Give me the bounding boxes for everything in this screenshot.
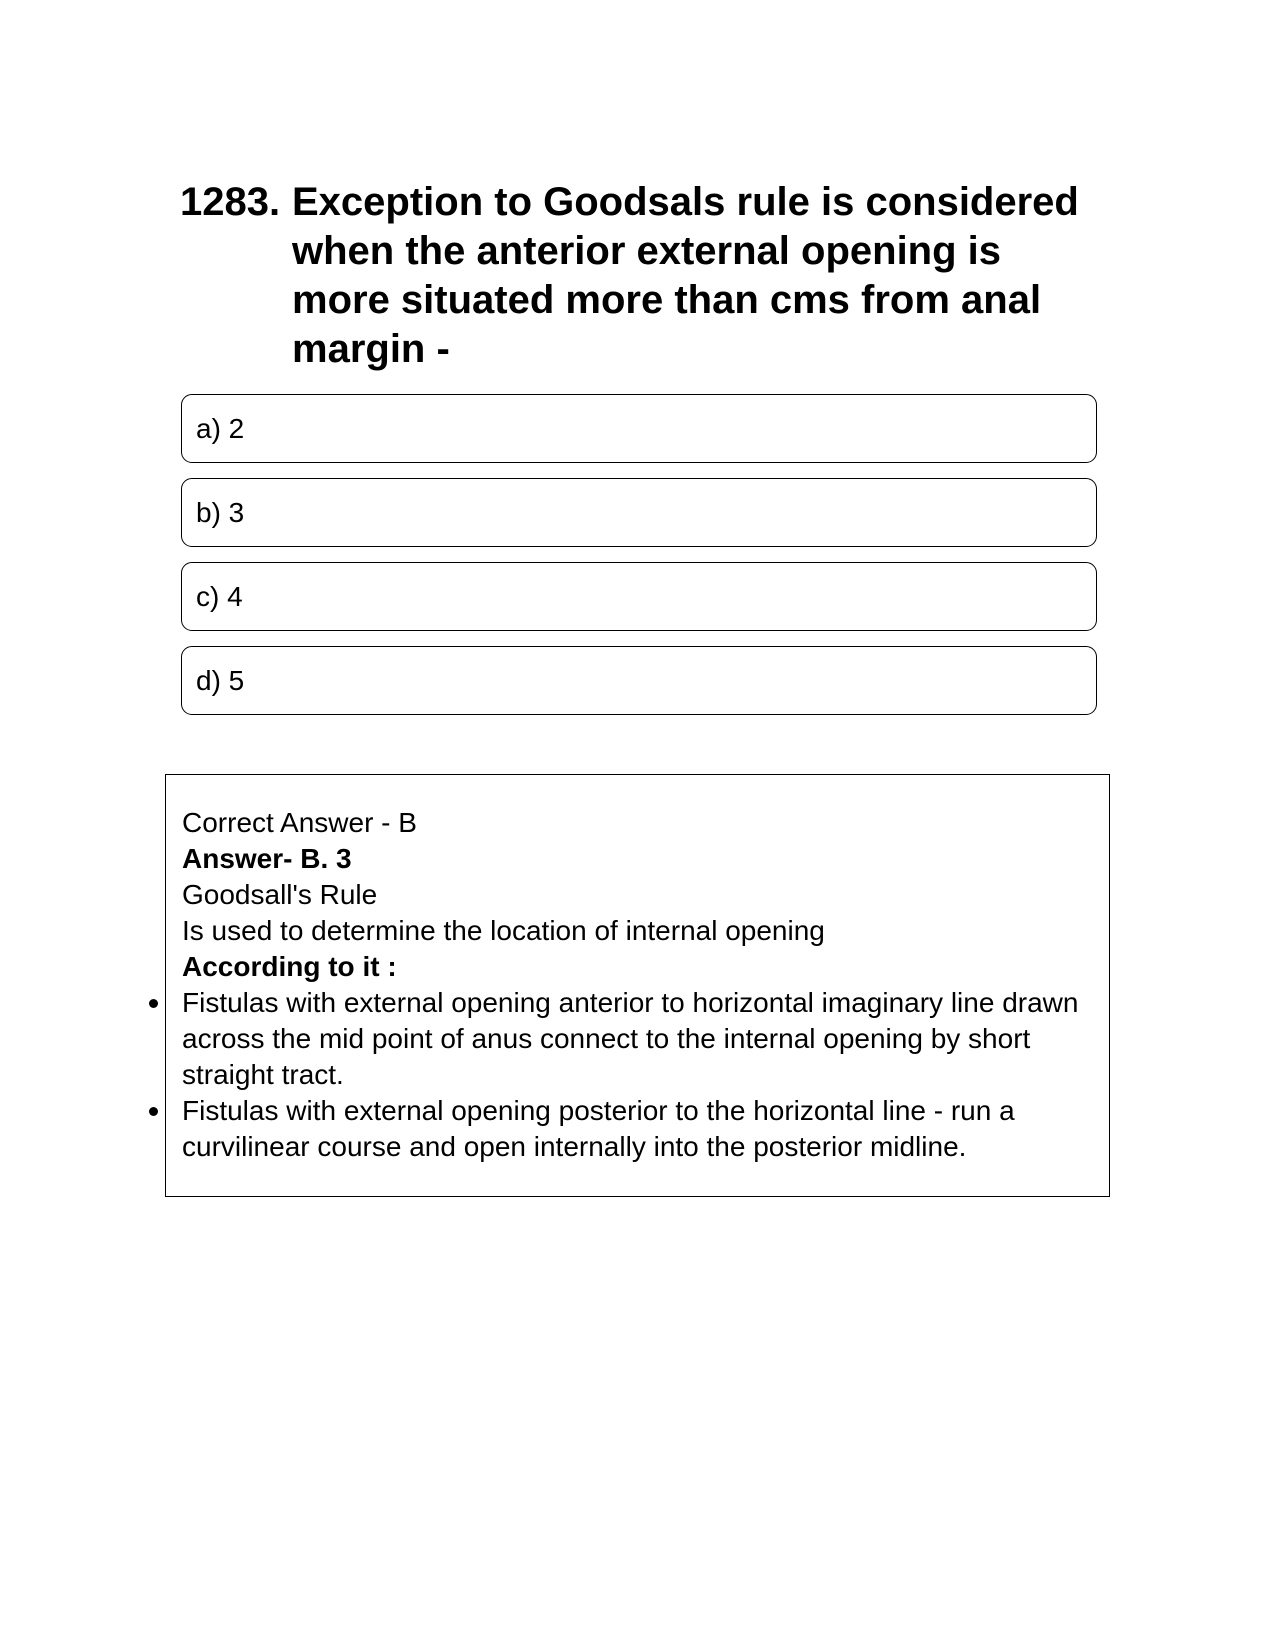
- rule-title: Goodsall's Rule: [182, 879, 378, 910]
- bullet-text: Fistulas with external opening anterior to horizontal imaginary line drawn across the mid point of anus connect to the internal opening by short straight tract.: [182, 987, 1079, 1090]
- bullet-icon: [149, 1107, 158, 1116]
- rule-usage: Is used to determine the location of internal opening: [182, 915, 825, 946]
- answer-explanation-box: [165, 774, 1110, 1197]
- option-label: d) 5: [196, 664, 245, 696]
- option-a[interactable]: [181, 394, 1097, 463]
- bullet-icon: [149, 999, 158, 1008]
- options-list: [181, 394, 1097, 730]
- answer-line: Answer- B. 3: [182, 843, 352, 874]
- option-b[interactable]: [181, 478, 1097, 547]
- list-item: [182, 1093, 1093, 1165]
- option-label: a) 2: [196, 412, 245, 444]
- correct-answer-text: Correct Answer - B: [182, 807, 417, 838]
- option-label: c) 4: [196, 580, 243, 612]
- question-heading: [180, 178, 1080, 374]
- option-d[interactable]: [181, 646, 1097, 715]
- question-text: Exception to Goodsals rule is considered when the anterior external opening is more situated more than cms from anal margin -: [292, 180, 1079, 371]
- according-heading: According to it :: [182, 951, 397, 982]
- explanation-bullets: [182, 985, 1093, 1165]
- bullet-text: Fistulas with external opening posterior to the horizontal line - run a curvilinear course and open internally into the posterior midline.: [182, 1095, 1015, 1162]
- question-number: 1283.: [180, 180, 281, 224]
- option-label: b) 3: [196, 496, 245, 528]
- option-c[interactable]: [181, 562, 1097, 631]
- answer-content: [182, 805, 1093, 1165]
- list-item: [182, 985, 1093, 1093]
